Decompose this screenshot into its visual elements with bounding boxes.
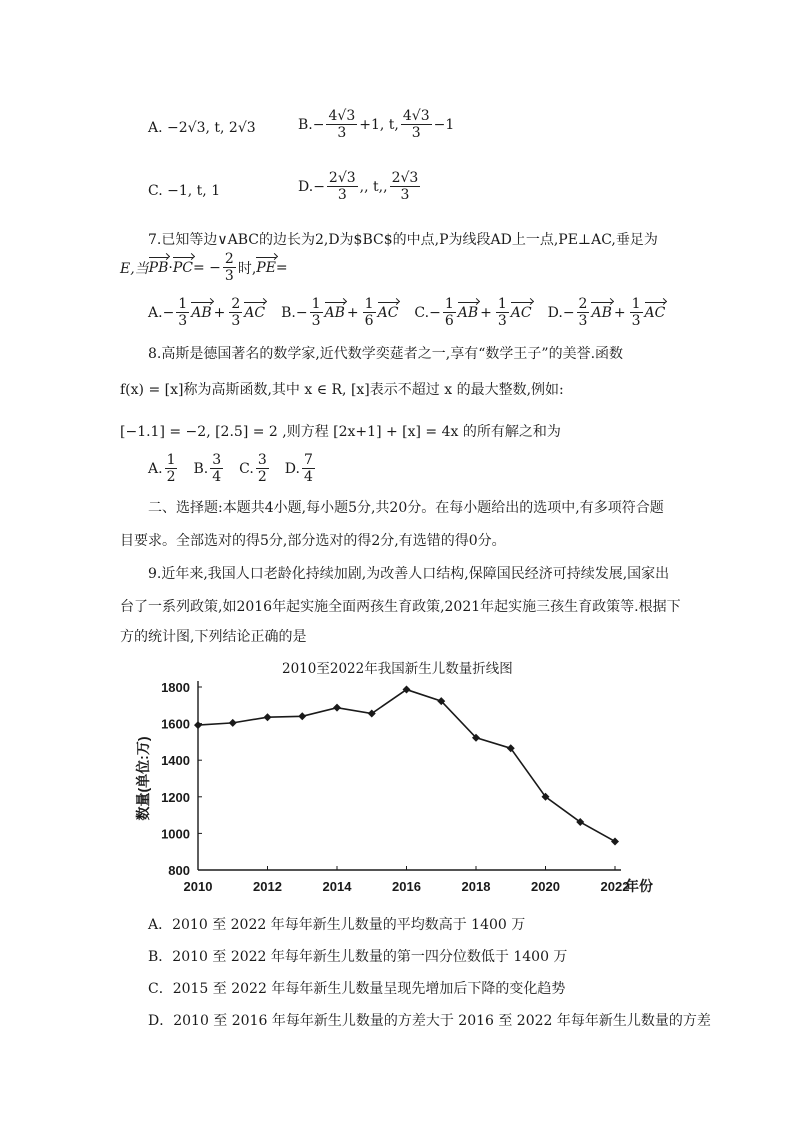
option-frac	[210, 452, 223, 485]
data-point-2012	[264, 713, 272, 721]
q7-vector-pc: PC	[172, 259, 193, 276]
option-frac	[363, 296, 376, 329]
q7-eq: = −	[192, 259, 221, 276]
q9-option-d: D．2010 至 2016 年每年新生儿数量的方差大于 2016 至 2022 年每年新生儿数量的方差	[148, 1013, 711, 1029]
x-tick-label: 2012	[253, 879, 282, 894]
option-label: C.	[414, 304, 430, 321]
frac-num: 1	[178, 296, 188, 312]
series-line	[198, 690, 615, 842]
q7-frac-den: 3	[224, 268, 234, 285]
data-point-2011	[229, 719, 237, 727]
option-frac	[165, 452, 178, 485]
q6-option-b-den2: 3	[411, 125, 421, 142]
q6-option-c-label: C.	[148, 183, 163, 199]
vector-ac: AC	[510, 304, 532, 321]
frac-num: 2	[231, 296, 241, 312]
q8-options	[148, 452, 317, 485]
x-tick-label: 2020	[531, 879, 560, 894]
option-label: C.	[239, 460, 254, 477]
x-tick-label: 2022	[600, 879, 630, 894]
q6-option-d-num1: 2√3	[328, 170, 356, 186]
q6-option-c-text: −1, t, 1	[167, 183, 221, 199]
q7-frac	[223, 251, 236, 284]
y-tick-label: 1400	[161, 753, 190, 769]
q7-vector-pb: PB	[148, 259, 169, 276]
x-tick-label: 2010	[183, 879, 213, 894]
x-tick-label: 2014	[322, 879, 352, 894]
vector-ac: AC	[244, 304, 266, 321]
q6-option-b-num1: 4√3	[328, 108, 356, 124]
frac-den: 6	[364, 313, 374, 330]
q6-option-b-mid: +1, t,	[359, 116, 399, 133]
option-frac	[496, 296, 509, 329]
frac-num: 1	[364, 296, 374, 312]
q6-option-b-num2: 4√3	[402, 108, 430, 124]
y-axis-label: 数量(单位:万)	[135, 736, 151, 821]
y-tick-label: 1600	[161, 716, 190, 732]
q6-option-d-den1: 3	[337, 187, 347, 204]
option-frac	[256, 452, 269, 485]
vector-ab: AB	[591, 304, 612, 321]
q8-option-b	[193, 452, 225, 485]
frac-num: 1	[497, 296, 507, 312]
q6-option-a	[148, 120, 256, 136]
q6-option-b-label: B.	[298, 116, 313, 133]
q7-line2-end: =	[275, 259, 288, 276]
q7-option-b	[281, 296, 398, 329]
q6-option-d-num2: 2√3	[391, 170, 419, 186]
q7-options	[148, 296, 665, 329]
option-frac	[229, 296, 242, 329]
y-tick-label: 1800	[161, 680, 190, 695]
option-frac	[630, 296, 643, 329]
frac-den: 3	[497, 313, 507, 330]
q9-line2: 台了一系列政策,如2016年起实施全面两孩生育政策,2021年起实施三孩生育政策等.根据下	[120, 599, 681, 615]
option-sign: −	[562, 304, 575, 321]
frac-den: 2	[166, 469, 176, 486]
q6-option-c	[148, 183, 220, 199]
frac-den: 4	[212, 469, 222, 486]
q6-option-b-frac1	[326, 108, 357, 141]
option-label: B.	[281, 304, 296, 321]
q6-option-d-den2: 3	[400, 187, 410, 204]
q6-option-d-label: D.	[298, 178, 314, 195]
q7-vector-pe: PE	[256, 259, 276, 276]
q8-line1: 8.高斯是德国著名的数学家,近代数学奕莚者之一,享有“数学王子”的美誉.函数	[148, 346, 624, 362]
option-sign: −	[162, 304, 175, 321]
vector-ab: AB	[324, 304, 345, 321]
q7-line1: 7.已知等边∨ABC的边长为2,D为$BC$的中点,P为线段AD上一点,PE⊥AC,垂足为	[148, 232, 658, 248]
frac-num: 3	[257, 452, 267, 468]
q8-option-c	[239, 452, 271, 485]
option-frac	[176, 296, 189, 329]
frac-den: 4	[303, 469, 313, 486]
q8-option-d	[285, 452, 317, 485]
q6-option-d-frac1	[327, 170, 358, 203]
frac-den: 3	[311, 313, 321, 330]
q6-option-b-frac2	[401, 108, 432, 141]
frac-den: 3	[231, 313, 241, 330]
q9-line3: 方的统计图,下列结论正确的是	[120, 629, 307, 645]
data-point-2022	[611, 837, 619, 845]
q6-option-a-text: −2√3, t, 2√3	[167, 120, 256, 136]
frac-den: 3	[178, 313, 188, 330]
q6-option-b-minus: −	[312, 116, 325, 133]
q9-line1: 9.近年来,我国人口老龄化持续加剧,为改善人口结构,保障国民经济可持续发展,国家出	[148, 566, 670, 582]
q6-option-d-minus: −	[313, 178, 325, 195]
option-sign: −	[429, 304, 441, 321]
data-point-2013	[298, 712, 306, 720]
frac-num: 3	[212, 452, 222, 468]
q7-line2-post: 时,	[237, 260, 257, 277]
option-sign: +	[213, 304, 226, 321]
q6-option-b-tail: −1	[433, 116, 455, 133]
q8-line2: f(x) = [x]称为高斯函数,其中 x ∈ R, [x]表示不超过 x 的最大整数,例如:	[120, 382, 564, 398]
chart-title: 2010至2022年我国新生儿数量折线图	[282, 661, 513, 677]
q8-line3: [−1.1] = −2, [2.5] = 2 ,则方程 [2x+1] + [x] = 4x 的所有解之和为	[120, 424, 561, 440]
q6-option-b	[298, 108, 454, 141]
x-tick-label: 2018	[461, 879, 491, 894]
y-tick-label: 1000	[161, 826, 190, 842]
vector-ac: AC	[644, 304, 666, 321]
frac-num: 1	[311, 296, 321, 312]
q7-frac-num: 2	[224, 251, 234, 267]
frac-num: 2	[578, 296, 588, 312]
option-label: A.	[148, 304, 163, 321]
frac-num: 7	[303, 452, 313, 468]
x-axis-label: 年份	[625, 878, 653, 894]
vector-ac: AC	[377, 304, 399, 321]
line-chart	[120, 675, 680, 910]
q6-option-d	[298, 170, 422, 203]
section2-line1: 二、选择题:本题共4小题,每小题5分,共20分。在每小题给出的选项中,有多项符合题	[148, 500, 664, 516]
q7-line2	[120, 251, 288, 284]
data-point-2014	[333, 704, 341, 712]
q6-option-d-frac2	[390, 170, 421, 203]
q8-option-a	[148, 452, 179, 485]
option-sign: +	[480, 304, 492, 321]
option-frac	[577, 296, 590, 329]
frac-num: 1	[166, 452, 176, 468]
q7-option-c	[414, 296, 531, 329]
option-label: A.	[148, 460, 163, 477]
frac-den: 6	[444, 313, 454, 330]
q7-option-d	[548, 296, 666, 329]
y-tick-label: 800	[168, 863, 190, 878]
q6-option-a-label: A.	[148, 120, 163, 136]
option-sign: +	[613, 304, 626, 321]
option-label: D.	[547, 304, 563, 321]
option-sign: +	[346, 304, 359, 321]
q6-option-b-den1: 3	[337, 125, 347, 142]
option-frac	[443, 296, 456, 329]
option-frac	[302, 452, 315, 485]
data-point-2010	[194, 721, 202, 729]
q9-option-a: A．2010 至 2022 年每年新生儿数量的平均数高于 1400 万	[148, 917, 526, 933]
frac-den: 3	[578, 313, 588, 330]
q9-option-b: B．2010 至 2022 年每年新生儿数量的第一四分位数低于 1400 万	[148, 949, 568, 965]
frac-den: 3	[631, 313, 641, 330]
section2-line2: 目要求。全部选对的得5分,部分选对的得2分,有选错的得0分。	[120, 533, 506, 549]
y-tick-label: 1200	[161, 789, 190, 805]
option-label: D.	[284, 460, 300, 477]
q6-option-d-mid: ,, t,,	[359, 178, 388, 195]
vector-ab: AB	[457, 304, 479, 321]
vector-ab: AB	[191, 304, 212, 321]
q9-option-c: C．2015 至 2022 年每年新生儿数量呈现先增加后下降的变化趋势	[148, 981, 566, 997]
option-frac	[310, 296, 323, 329]
frac-num: 1	[631, 296, 641, 312]
q7-line2-pre: E,当	[120, 260, 149, 277]
option-sign: −	[295, 304, 308, 321]
option-label: B.	[193, 460, 209, 477]
frac-den: 2	[257, 469, 267, 486]
q7-option-a	[148, 296, 265, 329]
frac-num: 1	[444, 296, 454, 312]
q7-dot: ·	[168, 259, 173, 276]
x-tick-label: 2016	[392, 879, 421, 894]
